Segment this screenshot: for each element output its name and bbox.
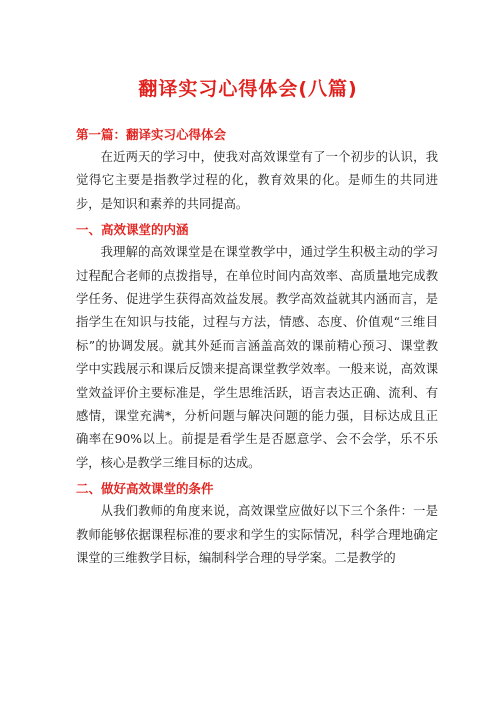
section-paragraph-1: 在近两天的学习中，使我对高效课堂有了一个初步的认识，我觉得它主要是指教学过程的化，教育效果的化。是师生的共同进步，是知识和素养的共同提高。 bbox=[76, 150, 438, 211]
section-heading-1: 第一篇：翻译实习心得体会 bbox=[76, 127, 227, 142]
document-title: 翻译实习心得体会(八篇) bbox=[138, 78, 358, 100]
section-paragraph-3: 从我们教师的角度来说，高效课堂应做好以下三个条件：一是教师能够依据课程标准的要求和学生的实际情况，科学合理地确定课堂的三维教学目标，编制科学合理的导学案。二是教学的 bbox=[76, 504, 438, 566]
section-paragraph-2: 我理解的高效课堂是在课堂教学中，通过学生积极主动的学习过程配合老师的点拨指导，在单位时间内高效率、高质量地完成教学任务、促进学生获得高效益发展。教学高效益就其内涵而言，是指学生在知识与技能，过程与方法，情感、态度、价值观“三维目标”的协调发展。就其外延而言涵盖高效的课前精心预习、课堂教学中实践展示和课后反馈来提高课堂教学效率。一般来说，高效课堂效益评价主要标准是，学生思维活跃，语言表达正确、流利、有感情，课堂充满*，分析问题与解决问题的能力强，目标达成且正确率在90%以上。前提是看学生是否愿意学、会不会学，乐不乐学，核心是教学三维目标的达成。 bbox=[76, 245, 438, 470]
section-heading-3: 二、做好高效课堂的条件 bbox=[76, 481, 214, 497]
section-heading-2: 一、高效课堂的内涵 bbox=[76, 222, 189, 238]
document-body bbox=[76, 124, 438, 574]
